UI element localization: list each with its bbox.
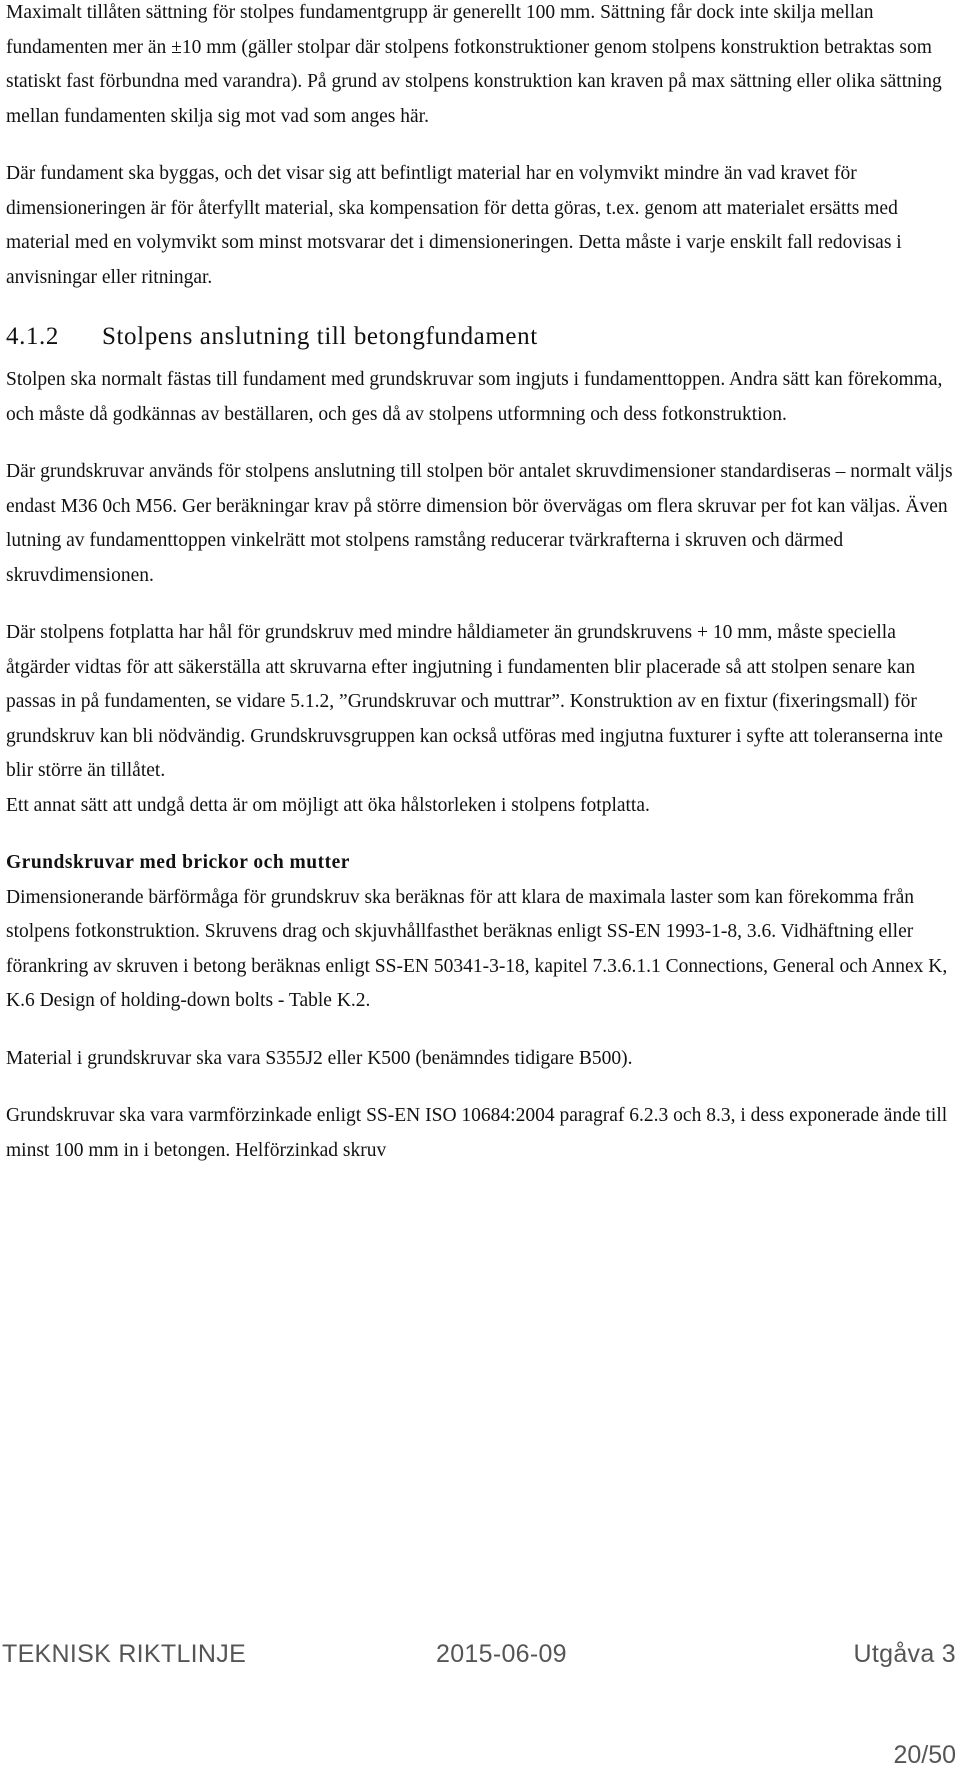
footer-document-type: TEKNISK RIKTLINJE [2, 1640, 247, 1668]
document-content [6, 0, 954, 1168]
footer-edition: Utgåva 3 [853, 1640, 956, 1668]
section-heading [6, 315, 954, 359]
body-paragraph: Ett annat sätt att undgå detta är om möjligt att öka hålstorleken i stolpens fotplatta. [6, 794, 650, 816]
section-number: 4.1.2 [6, 323, 59, 350]
body-paragraph: Där grundskruvar används för stolpens anslutning till stolpen bör antalet skruvdimensioner standardiseras – normalt väljs endast M36 0ch M56. Ger beräkningar krav på större dimension bör övervägas om flera skruvar per fot kan väljas. Även lutning av fundamenttoppen vinkelrätt mot stolpens ramstång reducerar tvärkrafterna i skruven och därmed skruvdimensionen. [6, 461, 953, 586]
footer-date: 2015-06-09 [436, 1640, 567, 1668]
body-paragraph: Stolpen ska normalt fästas till fundament med grundskruvar som ingjuts i fundamenttoppen. Andra sätt kan förekomma, och måste då godkännas av beställaren, och ges då av stolpens utformning och dess fotkonstruktion. [6, 369, 943, 425]
page-footer [0, 1640, 958, 1680]
subsection-heading: Grundskruvar med brickor och mutter [6, 852, 350, 873]
body-paragraph: Material i grundskruvar ska vara S355J2 eller K500 (benämndes tidigare B500). [6, 1047, 633, 1069]
page-number: 20/50 [893, 1741, 956, 1769]
body-paragraph: Där stolpens fotplatta har hål för grundskruv med mindre håldiameter än grundskruvens + 10 mm, måste speciella åtgärder vidtas för att säkerställa att skruvarna efter ingjutning i fundamenten blir placerade så att stolpen senare kan passas in på fundamenten, se vidare 5.1.2, ”Grundskruvar och muttrar”. Konstruktion av en fixtur (fixeringsmall) för grundskruv kan bli nödvändig. Grundskruvsgruppen kan också utföras med ingjutna fuxturer i syfte att toleranserna inte blir större än tillåtet. [6, 622, 943, 781]
body-paragraph: Dimensionerande bärförmåga för grundskruv ska beräknas för att klara de maximala laster som kan förekomma från stolpens fotkonstruktion. Skruvens drag och skjuvhållfasthet beräknas enligt SS-EN 1993-1-8, 3.6. Vidhäftning eller förankring av skruven i betong beräknas enligt SS-EN 50341-3-18, kapitel 7.3.6.1.1 Connections, General och Annex K, K.6 Design of holding-down bolts - Table K.2. [6, 886, 948, 1011]
body-paragraph: Där fundament ska byggas, och det visar sig att befintligt material har en volymvikt mindre än vad kravet för dimensioneringen är för återfyllt material, ska kompensation för detta göras, t.ex. genom att materialet ersätts med material med en volymvikt som minst motsvarar det i dimensioneringen. Detta måste i varje enskilt fall redovisas i anvisningar eller ritningar. [6, 163, 902, 288]
body-paragraph: Grundskruvar ska vara varmförzinkade enligt SS-EN ISO 10684:2004 paragraf 6.2.3 och 8.3, i dess exponerade ände till minst 100 mm in i betongen. Helförzinkad skruv [6, 1105, 948, 1161]
body-paragraph: Maximalt tillåten sättning för stolpes fundamentgrupp är generellt 100 mm. Sättning får dock inte skilja mellan fundamenten mer än ±10 mm (gäller stolpar där stolpens fotkonstruktioner genom stolpens konstruktion betraktas som statiskt fast förbundna med varandra). På grund av stolpens konstruktion kan kraven på max sättning eller olika sättning mellan fundamenten skilja sig mot vad som anges här. [6, 2, 942, 127]
section-title: Stolpens anslutning till betongfundament [102, 323, 538, 350]
